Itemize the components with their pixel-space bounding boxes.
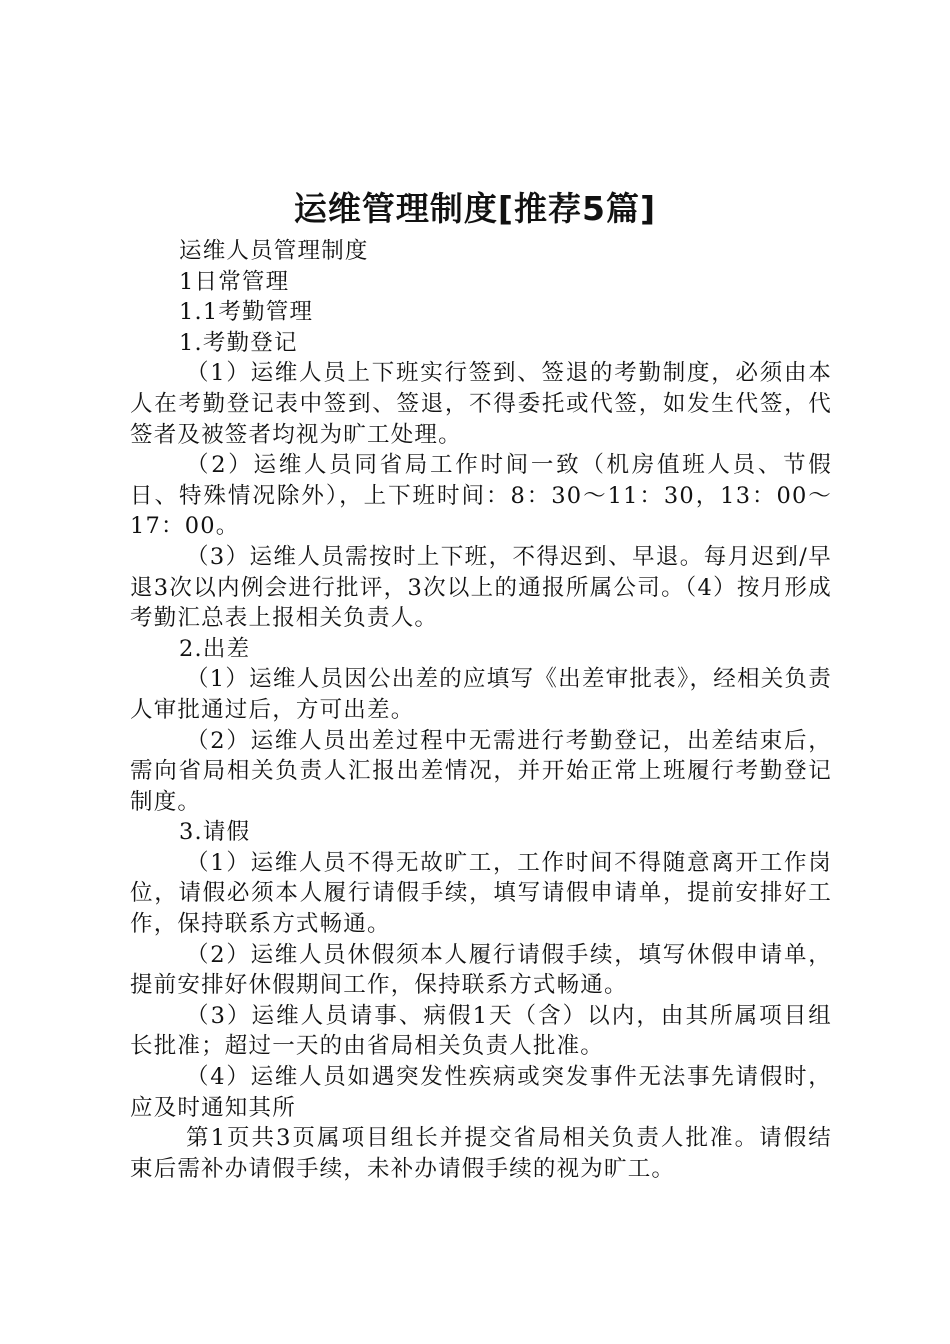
body-paragraph: （2）运维人员休假须本人履行请假手续，填写休假申请单，提前安排好休假期间工作，保持联系方式畅通。 bbox=[130, 941, 832, 999]
body-paragraph: （1）运维人员因公出差的应填写《出差审批表》，经相关负责人审批通过后，方可出差。 bbox=[130, 666, 832, 723]
body-paragraph: （3）运维人员请事、病假1天（含）以内，由其所属项目组长批准；超过一天的由省局相关负责人批准。 bbox=[130, 1002, 832, 1060]
body-paragraph: （1）运维人员不得无故旷工，工作时间不得随意离开工作岗位，请假必须本人履行请假手续，填写请假申请单，提前安排好工作，保持联系方式畅通。 bbox=[130, 849, 832, 938]
section-heading: 1日常管理 bbox=[179, 268, 290, 295]
section-heading: 运维人员管理制度 bbox=[179, 238, 369, 264]
section-heading: 1.考勤登记 bbox=[179, 329, 298, 356]
body-paragraph: （2）运维人员出差过程中无需进行考勤登记，出差结束后，需向省局相关负责人汇报出差情况，并开始正常上班履行考勤登记制度。 bbox=[130, 727, 832, 815]
body-paragraph: （3）运维人员需按时上下班，不得迟到、早退。每月迟到/早退3次以内例会进行批评，3次以上的通报所属公司。（4）按月形成考勤汇总表上报相关负责人。 bbox=[130, 543, 832, 632]
section-heading: 3.请假 bbox=[179, 819, 251, 846]
section-heading: 1.1考勤管理 bbox=[179, 299, 314, 326]
document-title: 运维管理制度[推荐5篇] bbox=[293, 189, 657, 228]
section-heading: 2.出差 bbox=[179, 635, 251, 662]
document-body bbox=[130, 236, 832, 1184]
body-paragraph: （2）运维人员同省局工作时间一致（机房值班人员、节假日、特殊情况除外），上下班时间：8：30～11：30，13：00～17：00。 bbox=[130, 452, 832, 540]
body-paragraph: （1）运维人员上下班实行签到、签退的考勤制度，必须由本人在考勤登记表中签到、签退，不得委托或代签，如发生代签，代签者及被签者均视为旷工处理。 bbox=[130, 360, 832, 448]
body-paragraph: （4）运维人员如遇突发性疾病或突发事件无法事先请假时，应及时通知其所 bbox=[130, 1064, 832, 1121]
page-footer-paragraph: 第1页共3页属项目组长并提交省局相关负责人批准。请假结束后需补办请假手续，未补办请假手续的视为旷工。 bbox=[130, 1125, 832, 1182]
